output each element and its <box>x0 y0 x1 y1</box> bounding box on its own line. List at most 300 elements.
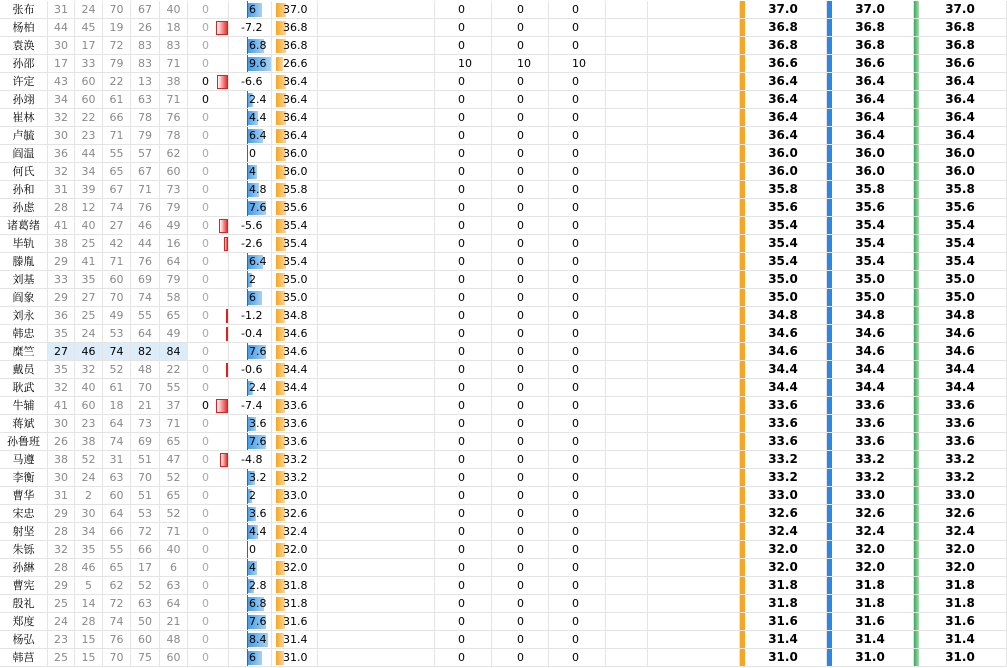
stat-cell[interactable]: 27 <box>75 289 103 307</box>
stat-cell[interactable]: 23 <box>48 631 75 649</box>
bonus-c-cell[interactable]: 0 <box>549 487 606 505</box>
stat-cell[interactable]: 83 <box>160 37 188 55</box>
stat-cell[interactable]: 21 <box>131 397 160 415</box>
empty-cell[interactable] <box>648 433 740 451</box>
stat-cell[interactable]: 52 <box>160 505 188 523</box>
bonus-b-cell[interactable]: 0 <box>492 235 549 253</box>
bonus-c-cell[interactable]: 0 <box>549 397 606 415</box>
green-bar-total-cell[interactable] <box>914 145 1007 163</box>
orange-bar-total-cell[interactable] <box>740 55 827 73</box>
empty-cell[interactable] <box>648 577 740 595</box>
blue-bar-total-cell[interactable] <box>827 631 914 649</box>
stat-cell[interactable]: 41 <box>48 217 75 235</box>
empty-cell[interactable] <box>606 109 648 127</box>
avg-databar-cell[interactable] <box>272 487 318 505</box>
stat-cell[interactable]: 70 <box>131 379 160 397</box>
stat-cell[interactable]: 19 <box>103 19 131 37</box>
stat-cell[interactable]: 69 <box>131 433 160 451</box>
table-row[interactable] <box>0 523 1007 541</box>
stat-cell[interactable]: 12 <box>75 199 103 217</box>
table-row[interactable] <box>0 19 1007 37</box>
avg-databar-cell[interactable] <box>272 109 318 127</box>
zero-cell[interactable]: 0 <box>188 343 229 361</box>
table-row[interactable] <box>0 73 1007 91</box>
bonus-a-cell[interactable]: 0 <box>435 577 492 595</box>
bonus-c-cell[interactable]: 0 <box>549 541 606 559</box>
blue-bar-total-cell[interactable] <box>827 271 914 289</box>
green-bar-total-cell[interactable] <box>914 307 1007 325</box>
stat-cell[interactable]: 15 <box>75 649 103 667</box>
stat-cell[interactable]: 58 <box>160 289 188 307</box>
bonus-a-cell[interactable]: 0 <box>435 415 492 433</box>
green-bar-total-cell[interactable] <box>914 649 1007 667</box>
name-cell[interactable]: 孙邵 <box>0 55 48 73</box>
stat-cell[interactable]: 32 <box>75 361 103 379</box>
zero-cell[interactable]: 0 <box>188 127 229 145</box>
green-bar-total-cell[interactable] <box>914 469 1007 487</box>
empty-cell[interactable] <box>606 1 648 19</box>
bonus-c-cell[interactable]: 0 <box>549 523 606 541</box>
stat-cell[interactable]: 83 <box>131 55 160 73</box>
bonus-b-cell[interactable]: 0 <box>492 631 549 649</box>
stat-cell[interactable]: 36 <box>48 145 75 163</box>
bonus-a-cell[interactable]: 0 <box>435 235 492 253</box>
avg-databar-cell[interactable] <box>272 415 318 433</box>
blue-bar-total-cell[interactable] <box>827 289 914 307</box>
name-cell[interactable]: 袁涣 <box>0 37 48 55</box>
bonus-a-cell[interactable]: 0 <box>435 289 492 307</box>
empty-cell[interactable] <box>318 181 435 199</box>
stat-cell[interactable]: 17 <box>75 37 103 55</box>
name-cell[interactable]: 孙虑 <box>0 199 48 217</box>
bonus-c-cell[interactable]: 0 <box>549 307 606 325</box>
stat-cell[interactable]: 13 <box>131 73 160 91</box>
name-cell[interactable]: 韩莒 <box>0 649 48 667</box>
table-row[interactable] <box>0 649 1007 667</box>
empty-cell[interactable] <box>648 271 740 289</box>
blue-bar-total-cell[interactable] <box>827 577 914 595</box>
green-bar-total-cell[interactable] <box>914 109 1007 127</box>
stat-cell[interactable]: 26 <box>48 433 75 451</box>
bonus-c-cell[interactable]: 0 <box>549 109 606 127</box>
blue-bar-total-cell[interactable] <box>827 19 914 37</box>
empty-cell[interactable] <box>606 127 648 145</box>
stat-cell[interactable]: 30 <box>48 469 75 487</box>
zero-cell[interactable]: 0 <box>188 541 229 559</box>
empty-cell[interactable] <box>648 559 740 577</box>
green-bar-total-cell[interactable] <box>914 631 1007 649</box>
value-databar-cell[interactable] <box>229 1 272 19</box>
bonus-b-cell[interactable]: 0 <box>492 91 549 109</box>
orange-bar-total-cell[interactable] <box>740 289 827 307</box>
stat-cell[interactable]: 40 <box>75 379 103 397</box>
table-row[interactable] <box>0 109 1007 127</box>
table-row[interactable] <box>0 631 1007 649</box>
stat-cell[interactable]: 40 <box>160 1 188 19</box>
stat-cell[interactable]: 55 <box>160 379 188 397</box>
green-bar-total-cell[interactable] <box>914 199 1007 217</box>
empty-cell[interactable] <box>606 163 648 181</box>
bonus-b-cell[interactable]: 0 <box>492 73 549 91</box>
stat-cell[interactable]: 31 <box>48 487 75 505</box>
stat-cell[interactable]: 28 <box>48 523 75 541</box>
blue-bar-total-cell[interactable] <box>827 73 914 91</box>
blue-bar-total-cell[interactable] <box>827 37 914 55</box>
empty-cell[interactable] <box>606 541 648 559</box>
green-bar-total-cell[interactable] <box>914 451 1007 469</box>
stat-cell[interactable]: 32 <box>48 109 75 127</box>
blue-bar-total-cell[interactable] <box>827 415 914 433</box>
empty-cell[interactable] <box>648 325 740 343</box>
empty-cell[interactable] <box>606 397 648 415</box>
zero-cell[interactable]: 0 <box>188 451 229 469</box>
stat-cell[interactable]: 71 <box>103 127 131 145</box>
zero-cell[interactable]: 0 <box>188 37 229 55</box>
name-cell[interactable]: 何氏 <box>0 163 48 181</box>
value-databar-cell[interactable] <box>229 613 272 631</box>
stat-cell[interactable]: 52 <box>103 361 131 379</box>
bonus-c-cell[interactable]: 0 <box>549 613 606 631</box>
green-bar-total-cell[interactable] <box>914 289 1007 307</box>
avg-databar-cell[interactable] <box>272 199 318 217</box>
zero-cell[interactable]: 0 <box>188 631 229 649</box>
avg-databar-cell[interactable] <box>272 595 318 613</box>
empty-cell[interactable] <box>318 73 435 91</box>
bonus-c-cell[interactable]: 0 <box>549 415 606 433</box>
empty-cell[interactable] <box>318 91 435 109</box>
green-bar-total-cell[interactable] <box>914 433 1007 451</box>
empty-cell[interactable] <box>648 73 740 91</box>
name-cell[interactable]: 诸葛绪 <box>0 217 48 235</box>
stat-cell[interactable]: 64 <box>160 253 188 271</box>
name-cell[interactable]: 射坚 <box>0 523 48 541</box>
stat-cell[interactable]: 69 <box>131 271 160 289</box>
zero-cell[interactable]: 0 <box>188 235 229 253</box>
orange-bar-total-cell[interactable] <box>740 361 827 379</box>
stat-cell[interactable]: 73 <box>131 415 160 433</box>
orange-bar-total-cell[interactable] <box>740 37 827 55</box>
table-row[interactable] <box>0 307 1007 325</box>
empty-cell[interactable] <box>606 19 648 37</box>
avg-databar-cell[interactable] <box>272 451 318 469</box>
stat-cell[interactable]: 22 <box>160 361 188 379</box>
bonus-a-cell[interactable]: 0 <box>435 505 492 523</box>
green-bar-total-cell[interactable] <box>914 217 1007 235</box>
bonus-a-cell[interactable]: 0 <box>435 199 492 217</box>
orange-bar-total-cell[interactable] <box>740 19 827 37</box>
bonus-c-cell[interactable]: 10 <box>549 55 606 73</box>
empty-cell[interactable] <box>318 451 435 469</box>
name-cell[interactable]: 郑度 <box>0 613 48 631</box>
bonus-a-cell[interactable]: 0 <box>435 109 492 127</box>
table-row[interactable] <box>0 325 1007 343</box>
avg-databar-cell[interactable] <box>272 19 318 37</box>
avg-databar-cell[interactable] <box>272 163 318 181</box>
value-databar-cell[interactable] <box>229 433 272 451</box>
name-cell[interactable]: 阎温 <box>0 145 48 163</box>
stat-cell[interactable]: 49 <box>160 217 188 235</box>
stat-cell[interactable]: 83 <box>131 37 160 55</box>
zero-cell[interactable]: 0 <box>188 199 229 217</box>
stat-cell[interactable]: 50 <box>131 613 160 631</box>
name-cell[interactable]: 殷礼 <box>0 595 48 613</box>
stat-cell[interactable]: 46 <box>131 217 160 235</box>
stat-cell[interactable]: 31 <box>48 181 75 199</box>
blue-bar-total-cell[interactable] <box>827 469 914 487</box>
stat-cell[interactable]: 29 <box>48 505 75 523</box>
empty-cell[interactable] <box>318 235 435 253</box>
blue-bar-total-cell[interactable] <box>827 127 914 145</box>
orange-bar-total-cell[interactable] <box>740 73 827 91</box>
value-databar-cell[interactable] <box>229 145 272 163</box>
stat-cell[interactable]: 60 <box>75 91 103 109</box>
empty-cell[interactable] <box>648 19 740 37</box>
empty-cell[interactable] <box>606 181 648 199</box>
stat-cell[interactable]: 53 <box>103 325 131 343</box>
stat-cell[interactable]: 27 <box>48 343 75 361</box>
zero-cell[interactable]: 0 <box>188 397 229 415</box>
bonus-a-cell[interactable]: 0 <box>435 145 492 163</box>
value-databar-cell[interactable] <box>229 217 272 235</box>
empty-cell[interactable] <box>318 487 435 505</box>
name-cell[interactable]: 戴员 <box>0 361 48 379</box>
empty-cell[interactable] <box>648 145 740 163</box>
bonus-b-cell[interactable]: 0 <box>492 451 549 469</box>
bonus-a-cell[interactable]: 0 <box>435 649 492 667</box>
stat-cell[interactable]: 71 <box>160 55 188 73</box>
bonus-c-cell[interactable]: 0 <box>549 19 606 37</box>
stat-cell[interactable]: 55 <box>103 145 131 163</box>
avg-databar-cell[interactable] <box>272 127 318 145</box>
zero-cell[interactable]: 0 <box>188 55 229 73</box>
avg-databar-cell[interactable] <box>272 541 318 559</box>
bonus-b-cell[interactable]: 0 <box>492 379 549 397</box>
value-databar-cell[interactable] <box>229 577 272 595</box>
stat-cell[interactable]: 72 <box>103 37 131 55</box>
stat-cell[interactable]: 70 <box>131 469 160 487</box>
bonus-a-cell[interactable]: 0 <box>435 253 492 271</box>
stat-cell[interactable]: 38 <box>160 73 188 91</box>
name-cell[interactable]: 崔林 <box>0 109 48 127</box>
stat-cell[interactable]: 60 <box>75 397 103 415</box>
orange-bar-total-cell[interactable] <box>740 487 827 505</box>
stat-cell[interactable]: 64 <box>103 505 131 523</box>
name-cell[interactable]: 孙鲁班 <box>0 433 48 451</box>
empty-cell[interactable] <box>318 325 435 343</box>
table-row[interactable] <box>0 379 1007 397</box>
empty-cell[interactable] <box>318 307 435 325</box>
empty-cell[interactable] <box>648 397 740 415</box>
empty-cell[interactable] <box>648 181 740 199</box>
zero-cell[interactable]: 0 <box>188 595 229 613</box>
stat-cell[interactable]: 60 <box>103 271 131 289</box>
blue-bar-total-cell[interactable] <box>827 343 914 361</box>
empty-cell[interactable] <box>648 649 740 667</box>
stat-cell[interactable]: 60 <box>160 649 188 667</box>
stat-cell[interactable]: 44 <box>75 145 103 163</box>
stat-cell[interactable]: 17 <box>131 559 160 577</box>
value-databar-cell[interactable] <box>229 19 272 37</box>
blue-bar-total-cell[interactable] <box>827 1 914 19</box>
bonus-c-cell[interactable]: 0 <box>549 631 606 649</box>
empty-cell[interactable] <box>318 37 435 55</box>
name-cell[interactable]: 许定 <box>0 73 48 91</box>
bonus-a-cell[interactable]: 0 <box>435 73 492 91</box>
stat-cell[interactable]: 43 <box>48 73 75 91</box>
bonus-b-cell[interactable]: 0 <box>492 271 549 289</box>
bonus-b-cell[interactable]: 0 <box>492 397 549 415</box>
table-row[interactable] <box>0 433 1007 451</box>
stat-cell[interactable]: 48 <box>131 361 160 379</box>
blue-bar-total-cell[interactable] <box>827 397 914 415</box>
stat-cell[interactable]: 55 <box>103 541 131 559</box>
stat-cell[interactable]: 44 <box>131 235 160 253</box>
green-bar-total-cell[interactable] <box>914 1 1007 19</box>
empty-cell[interactable] <box>318 559 435 577</box>
blue-bar-total-cell[interactable] <box>827 181 914 199</box>
stat-cell[interactable]: 48 <box>160 631 188 649</box>
bonus-b-cell[interactable]: 0 <box>492 415 549 433</box>
bonus-a-cell[interactable]: 0 <box>435 181 492 199</box>
name-cell[interactable]: 刘永 <box>0 307 48 325</box>
value-databar-cell[interactable] <box>229 307 272 325</box>
empty-cell[interactable] <box>648 199 740 217</box>
name-cell[interactable]: 牛辅 <box>0 397 48 415</box>
empty-cell[interactable] <box>648 595 740 613</box>
stat-cell[interactable]: 25 <box>48 649 75 667</box>
zero-cell[interactable]: 0 <box>188 649 229 667</box>
green-bar-total-cell[interactable] <box>914 559 1007 577</box>
stat-cell[interactable]: 62 <box>160 145 188 163</box>
orange-bar-total-cell[interactable] <box>740 145 827 163</box>
empty-cell[interactable] <box>606 613 648 631</box>
stat-cell[interactable]: 17 <box>48 55 75 73</box>
stat-cell[interactable]: 66 <box>131 541 160 559</box>
orange-bar-total-cell[interactable] <box>740 433 827 451</box>
bonus-a-cell[interactable]: 0 <box>435 217 492 235</box>
value-databar-cell[interactable] <box>229 325 272 343</box>
blue-bar-total-cell[interactable] <box>827 541 914 559</box>
empty-cell[interactable] <box>648 415 740 433</box>
value-databar-cell[interactable] <box>229 487 272 505</box>
stat-cell[interactable]: 35 <box>48 361 75 379</box>
empty-cell[interactable] <box>318 163 435 181</box>
bonus-c-cell[interactable]: 0 <box>549 145 606 163</box>
blue-bar-total-cell[interactable] <box>827 109 914 127</box>
empty-cell[interactable] <box>648 1 740 19</box>
avg-databar-cell[interactable] <box>272 343 318 361</box>
green-bar-total-cell[interactable] <box>914 505 1007 523</box>
bonus-a-cell[interactable]: 0 <box>435 613 492 631</box>
zero-cell[interactable]: 0 <box>188 163 229 181</box>
empty-cell[interactable] <box>318 217 435 235</box>
name-cell[interactable]: 朱铄 <box>0 541 48 559</box>
stat-cell[interactable]: 40 <box>75 217 103 235</box>
stat-cell[interactable]: 38 <box>48 235 75 253</box>
stat-cell[interactable]: 71 <box>103 253 131 271</box>
empty-cell[interactable] <box>648 289 740 307</box>
avg-databar-cell[interactable] <box>272 145 318 163</box>
empty-cell[interactable] <box>318 1 435 19</box>
blue-bar-total-cell[interactable] <box>827 523 914 541</box>
avg-databar-cell[interactable] <box>272 235 318 253</box>
empty-cell[interactable] <box>648 613 740 631</box>
blue-bar-total-cell[interactable] <box>827 379 914 397</box>
zero-cell[interactable]: 0 <box>188 73 229 91</box>
zero-cell[interactable]: 0 <box>188 325 229 343</box>
blue-bar-total-cell[interactable] <box>827 163 914 181</box>
orange-bar-total-cell[interactable] <box>740 523 827 541</box>
green-bar-total-cell[interactable] <box>914 613 1007 631</box>
blue-bar-total-cell[interactable] <box>827 307 914 325</box>
blue-bar-total-cell[interactable] <box>827 505 914 523</box>
bonus-c-cell[interactable]: 0 <box>549 181 606 199</box>
blue-bar-total-cell[interactable] <box>827 451 914 469</box>
value-databar-cell[interactable] <box>229 199 272 217</box>
avg-databar-cell[interactable] <box>272 91 318 109</box>
stat-cell[interactable]: 18 <box>103 397 131 415</box>
empty-cell[interactable] <box>318 541 435 559</box>
empty-cell[interactable] <box>318 415 435 433</box>
stat-cell[interactable]: 74 <box>131 289 160 307</box>
bonus-c-cell[interactable]: 0 <box>549 325 606 343</box>
zero-cell[interactable]: 0 <box>188 271 229 289</box>
avg-databar-cell[interactable] <box>272 649 318 667</box>
name-cell[interactable]: 宋忠 <box>0 505 48 523</box>
stat-cell[interactable]: 39 <box>75 181 103 199</box>
empty-cell[interactable] <box>318 289 435 307</box>
bonus-b-cell[interactable]: 0 <box>492 109 549 127</box>
avg-databar-cell[interactable] <box>272 613 318 631</box>
blue-bar-total-cell[interactable] <box>827 649 914 667</box>
bonus-c-cell[interactable]: 0 <box>549 163 606 181</box>
zero-cell[interactable]: 0 <box>188 523 229 541</box>
zero-cell[interactable]: 0 <box>188 217 229 235</box>
zero-cell[interactable]: 0 <box>188 469 229 487</box>
stat-cell[interactable]: 44 <box>48 19 75 37</box>
name-cell[interactable]: 马遵 <box>0 451 48 469</box>
bonus-a-cell[interactable]: 0 <box>435 37 492 55</box>
stat-cell[interactable]: 25 <box>75 307 103 325</box>
stat-cell[interactable]: 41 <box>48 397 75 415</box>
empty-cell[interactable] <box>648 487 740 505</box>
empty-cell[interactable] <box>606 55 648 73</box>
orange-bar-total-cell[interactable] <box>740 307 827 325</box>
stat-cell[interactable]: 28 <box>48 199 75 217</box>
bonus-b-cell[interactable]: 0 <box>492 1 549 19</box>
bonus-c-cell[interactable]: 0 <box>549 433 606 451</box>
stat-cell[interactable]: 31 <box>48 1 75 19</box>
stat-cell[interactable]: 15 <box>75 631 103 649</box>
stat-cell[interactable]: 71 <box>160 523 188 541</box>
table-row[interactable] <box>0 1 1007 19</box>
value-databar-cell[interactable] <box>229 415 272 433</box>
bonus-c-cell[interactable]: 0 <box>549 253 606 271</box>
bonus-c-cell[interactable]: 0 <box>549 379 606 397</box>
stat-cell[interactable]: 65 <box>160 487 188 505</box>
green-bar-total-cell[interactable] <box>914 523 1007 541</box>
avg-databar-cell[interactable] <box>272 505 318 523</box>
bonus-b-cell[interactable]: 0 <box>492 523 549 541</box>
orange-bar-total-cell[interactable] <box>740 217 827 235</box>
bonus-c-cell[interactable]: 0 <box>549 199 606 217</box>
zero-cell[interactable]: 0 <box>188 1 229 19</box>
value-databar-cell[interactable] <box>229 73 272 91</box>
orange-bar-total-cell[interactable] <box>740 541 827 559</box>
green-bar-total-cell[interactable] <box>914 55 1007 73</box>
table-row[interactable] <box>0 145 1007 163</box>
value-databar-cell[interactable] <box>229 631 272 649</box>
